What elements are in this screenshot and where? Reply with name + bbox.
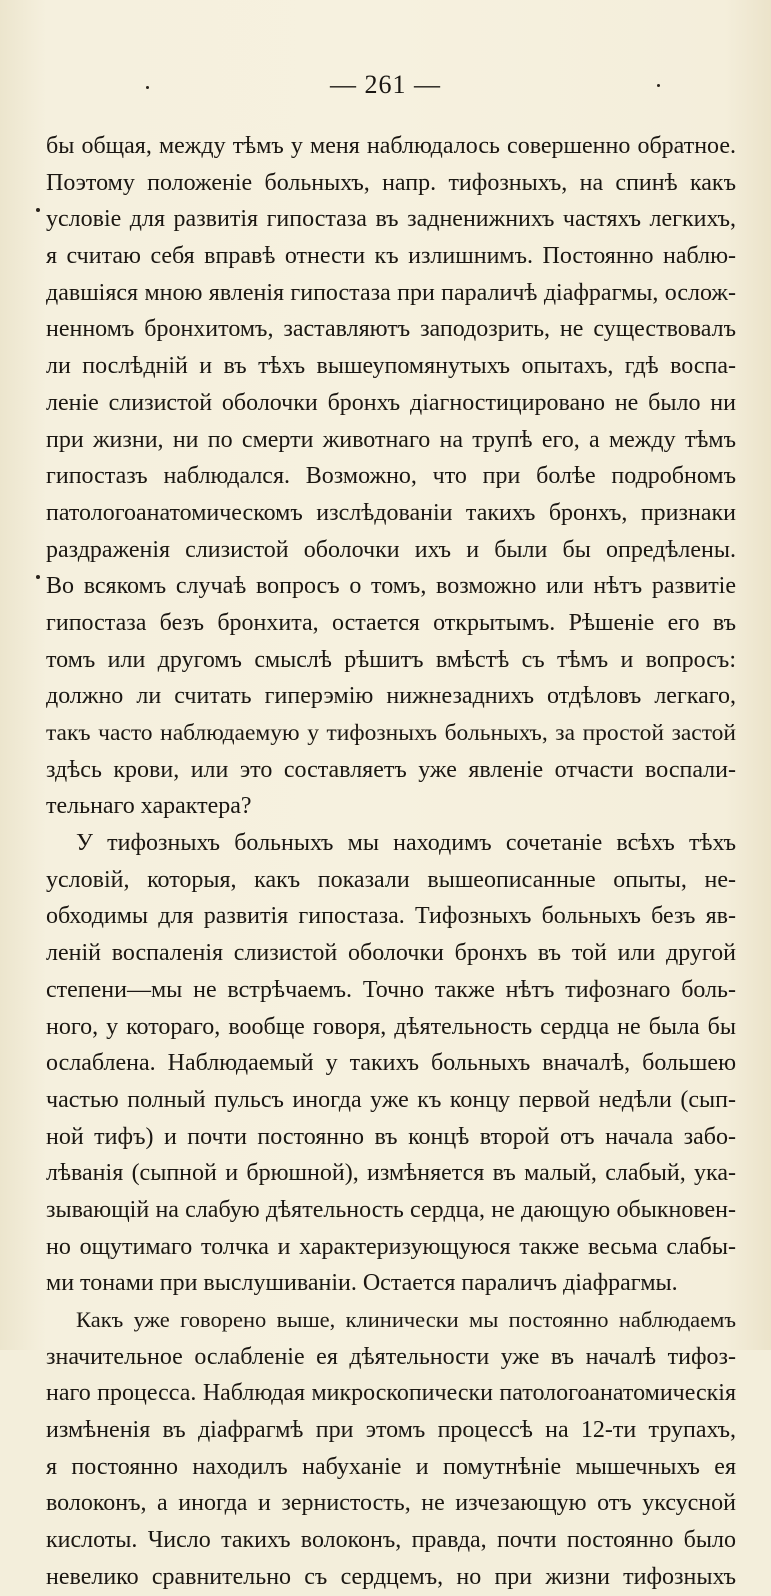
paragraph bbox=[46, 128, 736, 825]
text-line: условій, которыя, какъ показали вышеописанные опыты, не- bbox=[46, 866, 736, 893]
text-line: частью полный пульсъ иногда уже къ концу первой недѣли (сып- bbox=[46, 1086, 736, 1113]
text-line: зывающій на слабую дѣятельность сердца, не дающую обыкновен- bbox=[46, 1196, 736, 1223]
text-line: волоконъ, а иногда и зернистость, не изчезающую отъ уксусной bbox=[46, 1490, 736, 1517]
text-line: гипостазъ наблюдался. Возможно, что при болѣе подробномъ bbox=[46, 463, 736, 490]
text-line: ного, у котораго, вообще говоря, дѣятельность сердца не была бы bbox=[46, 1013, 736, 1040]
paragraph bbox=[46, 1302, 736, 1596]
text-line: раздраженія слизистой оболочки ихъ и были бы опредѣлены. bbox=[46, 536, 736, 563]
print-speck bbox=[36, 208, 40, 212]
text-line: условіе для развитія гипостаза въ задненижнихъ частяхъ легкихъ, bbox=[46, 206, 736, 233]
text-line: но ощутимаго толчка и характеризующуюся также весьма слабы- bbox=[46, 1233, 736, 1260]
text-line: лѣванія (сыпной и брюшной), измѣняется въ малый, слабый, ука- bbox=[46, 1160, 736, 1187]
text-line: наго процесса. Наблюдая микроскопически патологоанатомическія bbox=[46, 1380, 736, 1407]
text-line: леніе слизистой оболочки бронхъ діагностицировано не было ни bbox=[46, 389, 736, 416]
text-line: ной тифъ) и почти постоянно въ концѣ второй отъ начала забо- bbox=[46, 1123, 736, 1150]
text-line: значительное ослабленіе ея дѣятельности уже въ началѣ тифоз- bbox=[46, 1343, 736, 1370]
text-line: такъ часто наблюдаемую у тифозныхъ больныхъ, за простой застой bbox=[46, 720, 736, 746]
text-line: томъ или другомъ смыслѣ рѣшитъ вмѣстѣ съ тѣмъ и вопросъ: bbox=[46, 646, 736, 673]
text-line: бы общая, между тѣмъ у меня наблюдалось совершенно обратное. bbox=[46, 133, 736, 159]
page-number: — 261 — bbox=[330, 70, 441, 99]
text-line: кислоты. Число такихъ волоконъ, правда, почти постоянно было bbox=[46, 1527, 736, 1554]
text-line: Поэтому положеніе больныхъ, напр. тифозныхъ, на спинѣ какъ bbox=[46, 169, 736, 196]
text-line: ми тонами при выслушиваніи. Остается параличъ діафрагмы. bbox=[46, 1270, 678, 1297]
text-line: я считаю себя вправѣ отнести къ излишнимъ. Постоянно наблю- bbox=[46, 243, 736, 270]
text-line: ли послѣдній и въ тѣхъ вышеупомянутыхъ опытахъ, гдѣ воспа- bbox=[46, 353, 736, 380]
text-line: ослаблена. Наблюдаемый у такихъ больныхъ вначалѣ, большею bbox=[46, 1050, 736, 1077]
text-line: Во всякомъ случаѣ вопросъ о томъ, возможно или нѣтъ развитіе bbox=[46, 573, 736, 600]
text-line: я постоянно находилъ набуханіе и помутнѣніе мышечныхъ ея bbox=[46, 1453, 736, 1480]
print-speck bbox=[657, 84, 660, 87]
paragraph bbox=[46, 825, 736, 1302]
text-line: невелико сравнительно съ сердцемъ, но при жизни тифозныхъ bbox=[46, 1563, 736, 1590]
print-speck bbox=[146, 86, 149, 89]
text-line: давшіяся мною явленія гипостаза при параличѣ діафрагмы, ослож- bbox=[46, 279, 736, 306]
text-line: У тифозныхъ больныхъ мы находимъ сочетаніе всѣхъ тѣхъ bbox=[76, 830, 736, 857]
text-line: при жизни, ни по смерти животнаго на трупѣ его, а между тѣмъ bbox=[46, 426, 736, 453]
text-line: Какъ уже говорено выше, клинически мы постоянно наблюдаемъ bbox=[76, 1307, 736, 1332]
body-text bbox=[46, 128, 736, 1596]
text-line: тельнаго характера? bbox=[46, 793, 252, 820]
text-line: патологоанатомическомъ изслѣдованіи такихъ бронхъ, признаки bbox=[46, 499, 736, 526]
text-line: гипостаза безъ бронхита, остается открытымъ. Рѣшеніе его въ bbox=[46, 609, 736, 636]
text-line: леній воспаленія слизистой оболочки бронхъ въ той или другой bbox=[46, 940, 736, 967]
text-line: здѣсь крови, или это составляетъ уже явленіе отчасти воспали- bbox=[46, 756, 736, 783]
print-speck bbox=[36, 575, 40, 579]
text-line: степени—мы не встрѣчаемъ. Точно также нѣтъ тифознаго боль- bbox=[46, 976, 736, 1003]
text-line: обходимы для развитія гипостаза. Тифозныхъ больныхъ безъ яв- bbox=[46, 903, 736, 930]
text-line: должно ли считать гиперэмію нижнезаднихъ отдѣловъ легкаго, bbox=[46, 683, 736, 710]
text-line: измѣненія въ діафрагмѣ при этомъ процессѣ на 12-ти трупахъ, bbox=[46, 1417, 736, 1444]
text-line: ненномъ бронхитомъ, заставляютъ заподозрить, не существовалъ bbox=[46, 316, 736, 343]
